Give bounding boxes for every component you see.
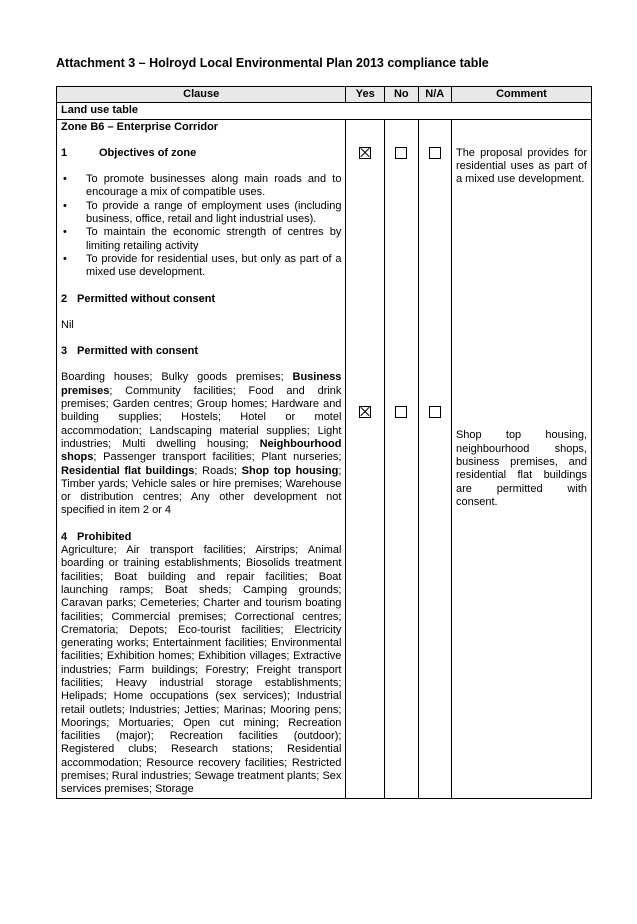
objective-item: • To promote businesses along main roads and to encourage a mix of compatible uses. bbox=[61, 173, 341, 200]
page-title: Attachment 3 – Holroyd Local Environmental Plan 2013 compliance table bbox=[56, 56, 489, 70]
header-row bbox=[57, 87, 592, 103]
comment-cell bbox=[451, 119, 591, 798]
objectives-heading bbox=[61, 147, 341, 160]
clause-cell bbox=[57, 119, 346, 798]
land-use-label: Land use table bbox=[57, 103, 592, 119]
header-na: N/A bbox=[418, 87, 451, 103]
zone-row bbox=[57, 119, 592, 798]
with-consent-comment: Shop top housing, neighbourhood shops, business premises, and residential flat buildings are permitted with consent. bbox=[455, 429, 587, 508]
objectives-title: Objectives of zone bbox=[99, 146, 197, 159]
compliance-table bbox=[56, 86, 592, 799]
with-consent-body bbox=[61, 371, 341, 517]
na-cell bbox=[418, 119, 451, 798]
with-consent-number: 3 bbox=[61, 345, 68, 358]
with-consent-highlight: Residential flat buildings bbox=[61, 464, 195, 477]
without-consent-title: Permitted without consent bbox=[77, 292, 216, 305]
with-consent-highlight: Business premises bbox=[61, 371, 342, 397]
objectives-no-checkbox[interactable] bbox=[395, 147, 407, 159]
header-yes: Yes bbox=[346, 87, 385, 103]
without-consent-number: 2 bbox=[61, 292, 68, 305]
header-comment: Comment bbox=[451, 87, 591, 103]
prohibited-heading bbox=[61, 531, 341, 544]
header-no: No bbox=[385, 87, 418, 103]
with-consent-heading bbox=[61, 345, 341, 358]
objectives-list bbox=[61, 173, 341, 279]
yes-cell bbox=[346, 119, 385, 798]
objectives-comment: The proposal provides for residential uses as part of a mixed use development. bbox=[455, 146, 587, 186]
prohibited-number: 4 bbox=[61, 530, 68, 543]
with-consent-text: ; Passenger transport facilities; Plant nurseries; bbox=[93, 451, 342, 464]
header-clause: Clause bbox=[57, 87, 346, 103]
objectives-yes-checkbox[interactable] bbox=[359, 147, 371, 159]
with-consent-highlight: Neighbourhood shops bbox=[61, 437, 342, 464]
with-consent-highlight: Shop top housing bbox=[241, 464, 339, 477]
with-consent-na-checkbox[interactable] bbox=[429, 406, 441, 418]
no-cell bbox=[385, 119, 418, 798]
without-consent-heading bbox=[61, 293, 341, 306]
prohibited-body: Agriculture; Air transport facilities; Airstrips; Animal boarding or training establishments; Biosolids treatment facilities; Boat building and repair facilities; Boat launching ramps; Boat sheds; Camping grounds; Caravan parks; Cemeteries; Charter and tourism boating facilities; Commercial premises; Correctional centres; Crematoria; Depots; Eco-tourist facilities; Electricity generating works; Entertainment facilities; Environmental facilities; Exhibition homes; Exhibition villages; Extractive industries; Farm buildings; Forestry; Freight transport facilities; Heavy industrial storage establishments; Helipads; Home occupations (sex services); Industrial retail outlets; Industries; Jetties; Marinas; Mooring pens; Moorings; Mortuaries; Open cut mining; Recreation facilities (major); Recreation facilities (outdoor); Registered clubs; Research stations; Residential accommodation; Resource recovery facilities; Restricted premises; Rural industries; Sewage treatment plants; Sex services premises; Storage bbox=[61, 544, 342, 796]
with-consent-text: ; Community facilities; Food and drink premises; Garden centres; Group homes; Hardware and building supplies; Hostels; Hotel or motel accommodation; Landscaping material supplies; Light industries; Multi dwelling housing; bbox=[61, 384, 342, 450]
objective-item: • To provide for residential uses, but only as part of a mixed use development. bbox=[61, 253, 341, 280]
with-consent-no-checkbox[interactable] bbox=[395, 406, 407, 418]
with-consent-text: Boarding houses; Bulky goods premises; bbox=[61, 371, 293, 384]
prohibited-title: Prohibited bbox=[77, 530, 132, 543]
objective-item: • To maintain the economic strength of centres by limiting retailing activity bbox=[61, 226, 341, 253]
with-consent-text: ; Roads; bbox=[194, 464, 242, 477]
objective-item: • To provide a range of employment uses (including business, office, retail and light industrial uses). bbox=[61, 200, 341, 227]
without-consent-body: Nil bbox=[61, 318, 74, 331]
with-consent-title: Permitted with consent bbox=[77, 345, 199, 358]
land-use-row bbox=[57, 103, 592, 119]
objectives-number: 1 bbox=[61, 146, 68, 159]
zone-title: Zone B6 – Enterprise Corridor bbox=[61, 120, 219, 133]
objectives-na-checkbox[interactable] bbox=[429, 147, 441, 159]
with-consent-text: ; Timber yards; Vehicle sales or hire premises; Warehouse or distribution centres; Any other development not specified in item 2 or 4 bbox=[61, 464, 342, 517]
with-consent-yes-checkbox[interactable] bbox=[359, 406, 371, 418]
